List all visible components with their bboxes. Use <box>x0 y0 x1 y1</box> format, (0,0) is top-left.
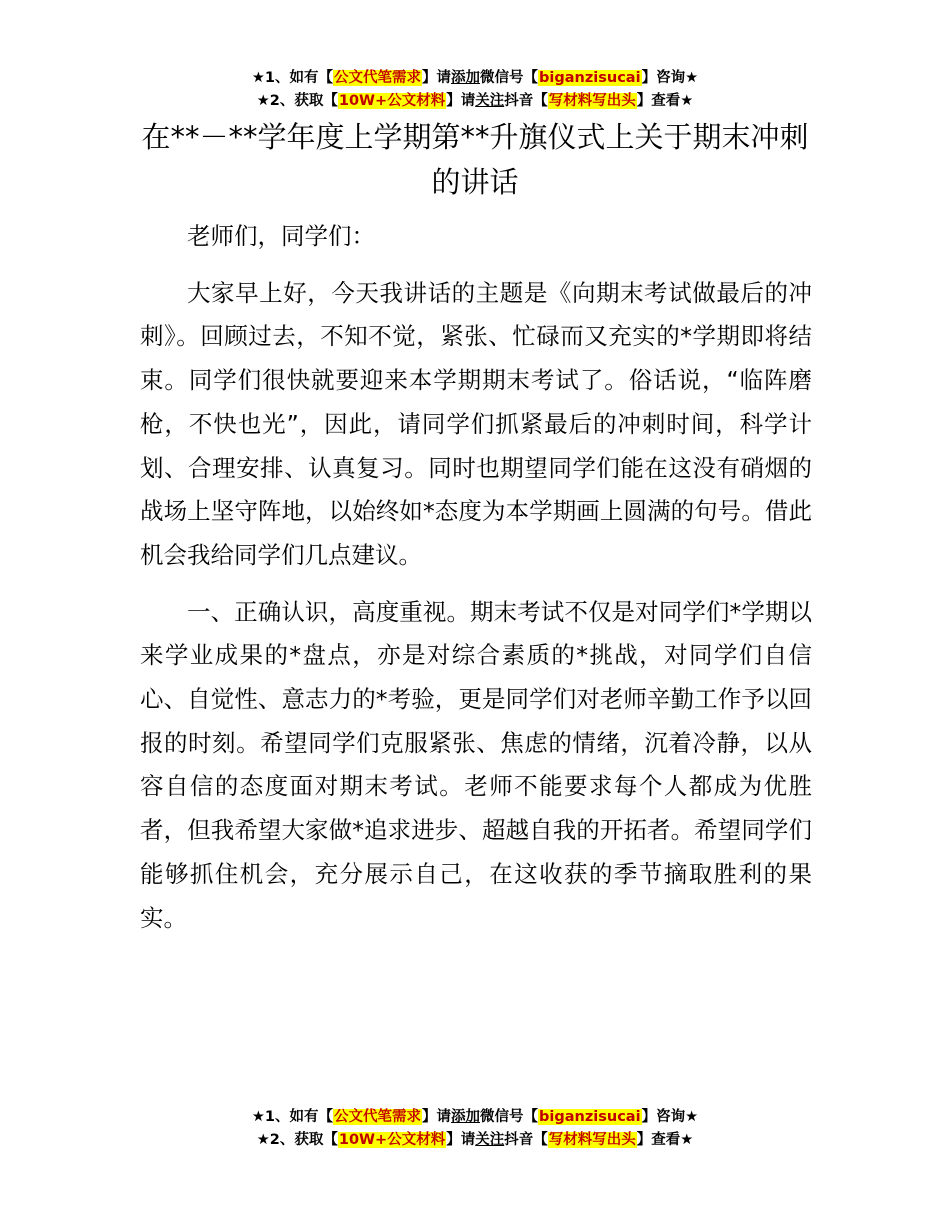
body-paragraph: 大家早上好，今天我讲话的主题是《向期末考试做最后的冲刺》。回顾过去，不知不觉，紧张、忙碌而又充实的*学期即将结束。同学们很快就要迎来本学期期末考试了。俗话说，“临阵磨枪，不快也光”，因此，请同学们抓紧最后的冲刺时间，科学计划、合理安排、认真复习。同时也期望同学们能在这没有硝烟的战场上坚守阵地，以始终如*态度为本学期画上圆满的句号。借此机会我给同学们几点建议。 <box>140 278 812 569</box>
notice-highlight: 写材料写出头 <box>548 1132 636 1148</box>
footer-notice <box>0 1106 950 1152</box>
body-paragraph: 一、正确认识，高度重视。期末考试不仅是对同学们*学期以来学业成果的*盘点，亦是对综合素质的*挑战，对同学们自信心、自觉性、意志力的*考验，更是同学们对老师辛勤工作予以回报的时刻。希望同学们克服紧张、焦虑的情绪，沉着冷静，以从容自信的态度面对期末考试。老师不能要求每个人都成为优胜者，但我希望大家做*追求进步、超越自我的开拓者。希望同学们能够抓住机会，充分展示自己，在这收获的季节摘取胜利的果实。 <box>140 597 812 932</box>
notice-highlight: biganzisucai <box>539 70 641 86</box>
notice-line-2: ★2、获取【10W+公文材料】请关注抖音【写材料写出头】查看★ <box>256 93 694 109</box>
notice-line-1: ★1、如有【公文代笔需求】请添加微信号【biganzisucai】咨询★ <box>251 1109 699 1125</box>
notice-highlight: biganzisucai <box>539 1109 641 1125</box>
notice-highlight: 公文代笔需求 <box>334 70 422 86</box>
notice-highlight: 10W+公文材料 <box>338 93 446 109</box>
notice-highlight: 公文代笔需求 <box>334 1109 422 1125</box>
document-body <box>140 215 812 953</box>
document-title: 在**－**学年度上学期第**升旗仪式上关于期末冲刺的讲话 <box>141 120 809 199</box>
notice-highlight: 10W+公文材料 <box>338 1132 446 1148</box>
notice-highlight: 写材料写出头 <box>548 93 636 109</box>
salutation: 老师们，同学们： <box>187 222 375 250</box>
notice-line-1: ★1、如有【公文代笔需求】请添加微信号【biganzisucai】咨询★ <box>251 70 699 86</box>
header-notice <box>0 67 950 113</box>
notice-line-2: ★2、获取【10W+公文材料】请关注抖音【写材料写出头】查看★ <box>256 1132 694 1148</box>
